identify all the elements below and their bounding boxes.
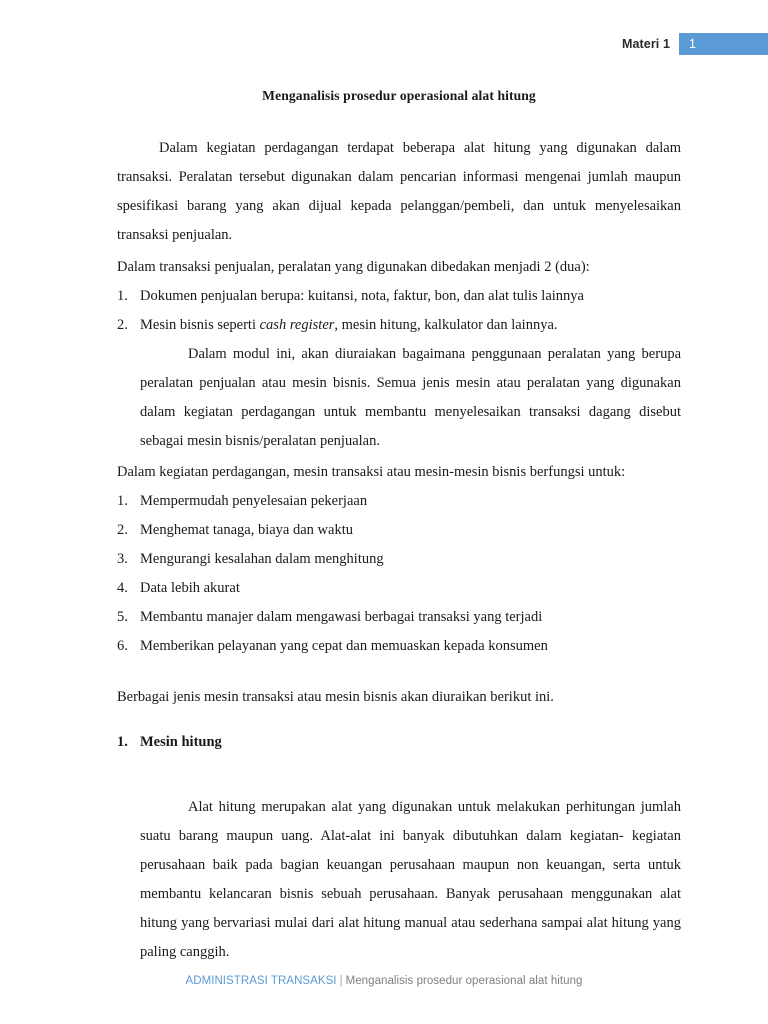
paragraph-alat-hitung: Alat hitung merupakan alat yang digunakan untuk melakukan perhitungan jumlah suatu barang maupun uang. Alat-alat ini banyak dibutuhkan dalam kegiatan- kegiatan perusahaan baik pada bagian keuangan perusahaan maupun non keuangan, serta untuk membantu kelancaran bisnis sebuah perusahaan. Banyak perusahaan menggunakan alat hitung yang bervariasi mulai dari alat hitung manual atau sederhana sampai alat hitung yang paling canggih. bbox=[140, 799, 681, 960]
list-item-label: Membantu manajer dalam mengawasi berbagai transaksi yang terjadi bbox=[140, 609, 543, 625]
paragraph-intro: Dalam kegiatan perdagangan terdapat beberapa alat hitung yang digunakan dalam transaksi. Peralatan tersebut digunakan dalam pencarian informasi mengenai jumlah maupun spesifikasi barang yang akan dijual kepada pelanggan/pembeli, dan untuk menyelesaikan transaksi penjualan. bbox=[117, 140, 681, 243]
indented-paragraph-block bbox=[140, 340, 681, 456]
list-item bbox=[117, 282, 681, 311]
list-item bbox=[117, 574, 681, 603]
spacer bbox=[117, 757, 681, 793]
lead-in-fungsi-mesin: Dalam kegiatan perdagangan, mesin transaksi atau mesin-mesin bisnis berfungsi untuk: bbox=[117, 464, 626, 480]
section-heading-label: Mesin hitung bbox=[140, 734, 222, 750]
list-item-label: Mempermudah penyelesaian pekerjaan bbox=[140, 493, 368, 509]
list-item-label-after: , mesin hitung, kalkulator dan lainnya. bbox=[334, 317, 558, 333]
list-item bbox=[117, 632, 681, 661]
list-item bbox=[117, 545, 681, 574]
list-marker: 2. bbox=[117, 317, 128, 333]
document-content bbox=[117, 0, 681, 967]
footer-brand-label: ADMINISTRASI TRANSAKSI bbox=[185, 975, 337, 987]
list-marker: 1. bbox=[117, 493, 128, 509]
list-marker: 2. bbox=[117, 522, 128, 538]
list-item bbox=[117, 603, 681, 632]
list-fungsi-mesin bbox=[117, 487, 681, 661]
list-marker: 4. bbox=[117, 580, 128, 596]
section-heading-marker: 1. bbox=[117, 734, 128, 750]
list-marker: 1. bbox=[117, 288, 128, 304]
list-item bbox=[117, 487, 681, 516]
spacer bbox=[117, 661, 681, 683]
lead-in-transaksi-penjualan: Dalam transaksi penjualan, peralatan yang digunakan dibedakan menjadi 2 (dua): bbox=[117, 259, 590, 275]
list-item-label-italic: cash register bbox=[259, 317, 335, 333]
paragraph-modul: Dalam modul ini, akan diuraiakan bagaimana penggunaan peralatan yang berupa peralatan penjualan atau mesin bisnis. Semua jenis mesin atau peralatan yang digunakan dalam kegiatan perdagangan untuk membantu menyelesaikan transaksi dagang disebut sebagai mesin bisnis/peralatan penjualan. bbox=[140, 346, 681, 449]
list-item-label: Menghemat tanaga, biaya dan waktu bbox=[140, 522, 353, 538]
list-item-label: Memberikan pelayanan yang cepat dan memuaskan kepada konsumen bbox=[140, 638, 548, 654]
footer-text bbox=[0, 975, 768, 987]
list-item-label: Mengurangi kesalahan dalam menghitung bbox=[140, 551, 384, 567]
list-item-label-before: Mesin bisnis seperti bbox=[140, 317, 260, 333]
list-marker: 5. bbox=[117, 609, 128, 625]
section-heading-mesin-hitung bbox=[117, 728, 681, 757]
list-item-label: Dokumen penjualan berupa: kuitansi, nota, faktur, bon, dan alat tulis lainnya bbox=[140, 288, 584, 304]
footer-separator: | bbox=[339, 975, 343, 987]
section-paragraph-block bbox=[140, 793, 681, 967]
header-material-label: Materi 1 bbox=[621, 37, 670, 51]
page-footer bbox=[0, 944, 768, 1024]
list-marker: 3. bbox=[117, 551, 128, 567]
footer-subtitle-label: Menganalisis prosedur operasional alat hitung bbox=[345, 975, 583, 987]
list-item-label: Data lebih akurat bbox=[140, 580, 240, 596]
header-page-number-badge: 1 bbox=[679, 33, 768, 55]
list-peralatan-penjualan bbox=[117, 282, 681, 340]
list-item bbox=[117, 311, 681, 340]
closing-line: Berbagai jenis mesin transaksi atau mesin bisnis akan diuraikan berikut ini. bbox=[117, 689, 554, 705]
page-title: Menganalisis prosedur operasional alat hitung bbox=[262, 88, 536, 103]
list-marker: 6. bbox=[117, 638, 128, 654]
list-item bbox=[117, 516, 681, 545]
